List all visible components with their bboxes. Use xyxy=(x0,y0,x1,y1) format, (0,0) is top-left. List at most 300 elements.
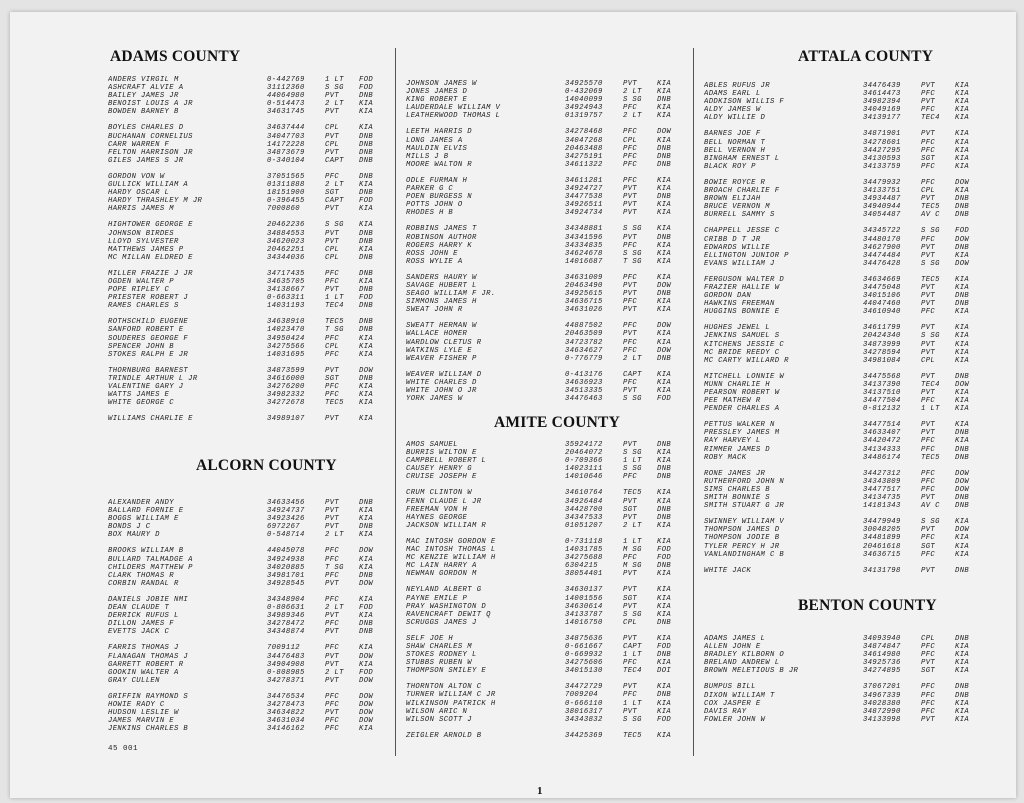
soldier-name: GRIFFIN RAYMOND S xyxy=(108,692,189,701)
status-code: KIA xyxy=(955,332,970,341)
status-code: DNB xyxy=(657,160,672,169)
status-code: DOW xyxy=(657,346,672,355)
roster-row xyxy=(406,330,696,338)
county-heading: ADAMS COUNTY xyxy=(110,48,241,65)
soldier-name: POPE RIPLEY C xyxy=(108,286,170,295)
serial-number: 34925736 xyxy=(863,659,901,668)
rank: PFC xyxy=(325,717,340,726)
serial-number: 34610764 xyxy=(565,489,603,498)
roster-row xyxy=(108,254,393,262)
serial-number: 34925615 xyxy=(565,290,603,299)
roster-group xyxy=(406,322,696,362)
serial-number: 6972267 xyxy=(267,523,300,532)
roster-row xyxy=(108,335,393,343)
soldier-name: THOMPSON JODIE B xyxy=(704,534,780,543)
roster-row xyxy=(406,700,696,708)
rank: TEC5 xyxy=(921,275,940,284)
soldier-name: ROSS WYLIE A xyxy=(406,257,463,266)
status-code: DNB xyxy=(359,523,374,532)
rank: PFC xyxy=(623,176,638,185)
roster-group xyxy=(704,130,994,170)
roster-row xyxy=(406,225,696,233)
rank: PVT xyxy=(921,292,936,301)
soldier-name: BELL VERNON H xyxy=(704,146,766,155)
soldier-name: BENOIST LOUIS A JR xyxy=(108,100,193,109)
soldier-name: JONES JAMES D xyxy=(406,88,468,97)
roster-row xyxy=(108,367,393,375)
serial-number: 34634669 xyxy=(863,275,901,284)
rank: PFC xyxy=(325,725,340,734)
rank: PVT xyxy=(921,130,936,139)
status-code: KIA xyxy=(657,104,672,113)
rank: 2 LT xyxy=(623,112,642,121)
status-code: KIA xyxy=(657,707,672,716)
status-code: KIA xyxy=(359,342,374,351)
rank: SGT xyxy=(921,154,936,163)
roster-row xyxy=(704,667,994,675)
roster-group xyxy=(704,179,994,219)
roster-row xyxy=(108,270,393,278)
status-code: KIA xyxy=(955,324,970,333)
soldier-name: ROBY MACK xyxy=(704,453,747,462)
rank: AV C xyxy=(921,211,940,220)
serial-number: 0-396455 xyxy=(267,197,305,206)
status-code: DNB xyxy=(359,156,374,165)
status-code: DOW xyxy=(359,676,374,685)
soldier-name: PETTUS WALKER N xyxy=(704,421,775,430)
status-code: DNB xyxy=(359,269,374,278)
county-heading: AMITE COUNTY xyxy=(494,414,620,431)
soldier-name: MC MILLAN ELDRED E xyxy=(108,253,193,262)
roster-row xyxy=(704,139,994,147)
serial-number: 34472729 xyxy=(565,683,603,692)
roster-row xyxy=(704,446,994,454)
serial-number: 34427312 xyxy=(863,469,901,478)
soldier-name: RAMES CHARLES S xyxy=(108,302,179,311)
serial-number: 20424340 xyxy=(863,332,901,341)
roster-row xyxy=(108,108,393,116)
soldier-name: SEAGO WILLIAM F JR. xyxy=(406,290,496,299)
status-code: KIA xyxy=(657,521,672,530)
status-code: KIA xyxy=(657,378,672,387)
rank: PFC xyxy=(921,699,936,708)
rank: PVT xyxy=(921,389,936,397)
soldier-name: SOUDERES GEORGE F xyxy=(108,334,189,343)
serial-number: 34480170 xyxy=(863,235,901,244)
status-code: FOD xyxy=(955,227,970,236)
status-code: KIA xyxy=(955,405,970,414)
status-code: FOD xyxy=(359,668,374,677)
serial-number: 34479949 xyxy=(863,518,901,527)
roster-row xyxy=(108,189,393,197)
rank: PVT xyxy=(921,243,936,252)
status-code: KIA xyxy=(955,542,970,551)
soldier-name: HUGHES JEWEL L xyxy=(704,324,770,333)
roster-row xyxy=(704,534,994,542)
rank: PVT xyxy=(325,148,340,157)
roster-row xyxy=(704,543,994,551)
rank: PVT xyxy=(921,300,936,309)
roster-group xyxy=(108,367,393,407)
soldier-name: BONDS J C xyxy=(108,523,151,532)
roster-row xyxy=(108,302,393,310)
soldier-name: BOGGS WILLIAM E xyxy=(108,515,179,524)
soldier-name: CARR WARREN F xyxy=(108,140,170,149)
status-code: KIA xyxy=(955,707,970,716)
roster-group xyxy=(108,221,393,261)
serial-number: 34636923 xyxy=(565,378,603,387)
serial-number: 34634822 xyxy=(267,709,305,718)
status-code: KIA xyxy=(359,725,374,734)
status-code: KIA xyxy=(359,415,374,424)
status-code: KIA xyxy=(657,338,672,347)
serial-number: 14031193 xyxy=(267,302,305,311)
soldier-name: YORK JAMES W xyxy=(406,395,463,404)
soldier-name: BURRIS WILTON E xyxy=(406,449,477,458)
roster-row xyxy=(406,387,696,395)
rank: S SG xyxy=(623,465,642,474)
soldier-name: JOHNSON JAMES W xyxy=(406,80,477,88)
rank: TEC5 xyxy=(325,399,344,408)
serial-number: 34873599 xyxy=(267,366,305,375)
rank: PVT xyxy=(623,306,638,315)
rank: PFC xyxy=(623,322,638,331)
rank: TEC5 xyxy=(623,489,642,498)
status-code: DNB xyxy=(955,195,970,204)
roster-row xyxy=(108,84,393,92)
serial-number: 0-776779 xyxy=(565,354,603,363)
soldier-name: BUCHANAN CORNELIUS xyxy=(108,132,193,141)
rank: S SG xyxy=(623,225,642,234)
serial-number: 34477517 xyxy=(863,485,901,494)
roster-row xyxy=(704,341,994,349)
rank: PFC xyxy=(623,378,638,387)
soldier-name: VANLANDINGHAM C B xyxy=(704,550,785,559)
soldier-name: GORDON VON W xyxy=(108,172,165,181)
rank: PVT xyxy=(325,366,340,375)
roster-block xyxy=(108,499,393,733)
serial-number: 34015106 xyxy=(863,292,901,301)
roster-row xyxy=(108,133,393,141)
status-code: KIA xyxy=(955,283,970,292)
serial-number: 7009112 xyxy=(267,644,300,653)
rank: 2 LT xyxy=(325,668,344,677)
status-code: KIA xyxy=(955,340,970,349)
status-code: DNB xyxy=(657,505,672,514)
status-code: DNB xyxy=(359,237,374,246)
roster-row xyxy=(704,567,994,575)
serial-number: 34348881 xyxy=(565,225,603,234)
rank: PVT xyxy=(623,193,638,202)
roster-row xyxy=(406,322,696,330)
rank: PFC xyxy=(623,160,638,169)
serial-number: 20463509 xyxy=(565,330,603,339)
rank: PFC xyxy=(325,172,340,181)
roster-row xyxy=(108,141,393,149)
serial-number: 34611799 xyxy=(863,324,901,333)
roster-row xyxy=(108,149,393,157)
serial-number: 34934487 xyxy=(863,195,901,204)
roster-row xyxy=(704,227,994,235)
roster-group xyxy=(108,124,393,164)
status-code: DNB xyxy=(359,286,374,295)
soldier-name: BRUCE VERNON M xyxy=(704,203,770,212)
status-code: DNB xyxy=(657,233,672,242)
soldier-name: HOWIE RADY C xyxy=(108,700,165,709)
serial-number: 34049169 xyxy=(863,106,901,115)
roster-row xyxy=(108,523,393,531)
soldier-name: GRAY CULLEN xyxy=(108,676,160,685)
rank: PVT xyxy=(623,387,638,395)
soldier-name: ROTHSCHILD EUGENE xyxy=(108,318,189,327)
soldier-name: SPENCER JOHN B xyxy=(108,342,174,351)
rank: 2 LT xyxy=(325,181,344,190)
roster-row xyxy=(108,709,393,717)
rank: PFC xyxy=(623,128,638,137)
serial-number: 34871901 xyxy=(863,130,901,139)
status-code: DNB xyxy=(955,211,970,220)
rank: PVT xyxy=(921,372,936,381)
soldier-name: MAC INTOSH THOMAS L xyxy=(406,546,496,555)
roster-row xyxy=(108,564,393,572)
rank: S SG xyxy=(623,449,642,458)
status-code: DNB xyxy=(955,691,970,700)
roster-group xyxy=(704,683,994,723)
roster-row xyxy=(704,244,994,252)
status-code: KIA xyxy=(657,497,672,506)
rank: PVT xyxy=(325,628,340,637)
roster-row xyxy=(704,179,994,187)
roster-row xyxy=(406,449,696,457)
serial-number: 34633456 xyxy=(267,499,305,507)
status-code: DNB xyxy=(955,502,970,511)
rank: S SG xyxy=(623,715,642,724)
serial-number: 34134333 xyxy=(863,445,901,454)
serial-number: 34278472 xyxy=(267,620,305,629)
roster-row xyxy=(108,399,393,407)
roster-row xyxy=(406,691,696,699)
soldier-name: JENKINS CHARLES B xyxy=(108,725,189,734)
serial-number: 34616000 xyxy=(267,374,305,383)
roster-group xyxy=(406,732,696,740)
roster-group xyxy=(406,177,696,217)
rank: CPL xyxy=(921,635,936,643)
roster-row xyxy=(406,651,696,659)
status-code: KIA xyxy=(657,457,672,466)
serial-number: 30048205 xyxy=(863,526,901,535)
status-code: DNB xyxy=(955,453,970,462)
serial-number: 34278594 xyxy=(863,348,901,357)
status-code: DOW xyxy=(359,692,374,701)
rank: CAPT xyxy=(623,642,642,651)
rank: PVT xyxy=(623,570,638,579)
column-divider xyxy=(395,48,396,756)
serial-number: 38016317 xyxy=(565,707,603,716)
serial-number: 34428700 xyxy=(565,505,603,514)
serial-number: 34620023 xyxy=(267,237,305,246)
status-code: DNB xyxy=(657,144,672,153)
status-code: DOW xyxy=(955,178,970,187)
serial-number: 34476428 xyxy=(863,259,901,268)
soldier-name: TYLER PERCY H JR xyxy=(704,542,780,551)
serial-number: 20461618 xyxy=(863,542,901,551)
roster-row xyxy=(704,716,994,724)
roster-row xyxy=(108,661,393,669)
status-code: KIA xyxy=(955,389,970,397)
page-number: 1 xyxy=(537,785,543,797)
soldier-name: BROWN MELETIOUS B JR xyxy=(704,667,799,676)
serial-number: 14010646 xyxy=(565,473,603,482)
soldier-name: AMOS SAMUEL xyxy=(406,441,458,449)
status-code: KIA xyxy=(955,106,970,115)
status-code: KIA xyxy=(955,98,970,107)
serial-number: 0-442769 xyxy=(267,76,305,84)
rank: CPL xyxy=(325,245,340,254)
roster-row xyxy=(406,465,696,473)
soldier-name: BARNES JOE F xyxy=(704,130,761,139)
soldier-name: WHITE GEORGE C xyxy=(108,399,174,408)
rank: PFC xyxy=(921,534,936,543)
status-code: KIA xyxy=(955,187,970,196)
rank: PVT xyxy=(325,108,340,117)
serial-number: 34477504 xyxy=(863,397,901,406)
roster-row xyxy=(108,383,393,391)
serial-number: 34924727 xyxy=(565,185,603,194)
soldier-name: THORNTON ALTON C xyxy=(406,683,482,692)
status-code: DNB xyxy=(359,140,374,149)
rank: PFC xyxy=(325,277,340,286)
rank: S SG xyxy=(921,227,940,236)
serial-number: 34924734 xyxy=(565,209,603,218)
roster-row xyxy=(704,300,994,308)
status-code: KIA xyxy=(955,114,970,123)
serial-number: 34133751 xyxy=(863,187,901,196)
roster-group xyxy=(108,270,393,310)
soldier-name: SHAW CHARLES M xyxy=(406,642,472,651)
rank: PVT xyxy=(325,612,340,621)
rank: PVT xyxy=(325,652,340,661)
status-code: DNB xyxy=(359,92,374,101)
soldier-name: JACKSON WILLIAM R xyxy=(406,521,487,530)
soldier-name: MILLER FRAZIE J JR xyxy=(108,269,193,278)
rank: PVT xyxy=(623,707,638,716)
serial-number: 44045078 xyxy=(267,547,305,556)
serial-number: 34989107 xyxy=(267,415,305,424)
serial-number: 34967339 xyxy=(863,691,901,700)
serial-number: 34481899 xyxy=(863,534,901,543)
roster-row xyxy=(704,147,994,155)
rank: PVT xyxy=(921,82,936,90)
soldier-name: SWEATT HERMAN W xyxy=(406,322,477,331)
status-code: KIA xyxy=(955,667,970,676)
roster-row xyxy=(108,343,393,351)
status-code: DNB xyxy=(359,374,374,383)
serial-number: 34477514 xyxy=(863,421,901,430)
status-code: DNB xyxy=(657,152,672,161)
status-code: DNB xyxy=(657,465,672,474)
status-code: DOW xyxy=(359,366,374,375)
soldier-name: CRIBB D T JR xyxy=(704,235,761,244)
rank: PVT xyxy=(325,92,340,101)
roster-row xyxy=(704,373,994,381)
rank: PFC xyxy=(325,620,340,629)
county-heading: ALCORN COUNTY xyxy=(196,457,337,474)
roster-row xyxy=(108,580,393,588)
rank: PVT xyxy=(325,132,340,141)
status-code: DNB xyxy=(657,618,672,627)
status-code: KIA xyxy=(657,634,672,643)
serial-number: 14023111 xyxy=(565,465,603,474)
serial-number: 14016750 xyxy=(565,618,603,627)
roster-row xyxy=(704,260,994,268)
serial-number: 0-432069 xyxy=(565,88,603,97)
soldier-name: DEAN CLAUDE T xyxy=(108,604,170,613)
rank: PVT xyxy=(921,283,936,292)
serial-number: 34348904 xyxy=(267,595,305,604)
status-code: DNB xyxy=(955,445,970,454)
rank: PFC xyxy=(921,106,936,115)
status-code: KIA xyxy=(359,205,374,214)
status-code: KIA xyxy=(955,154,970,163)
roster-row xyxy=(406,611,696,619)
roster-row xyxy=(108,391,393,399)
rank: PVT xyxy=(921,421,936,430)
rank: PVT xyxy=(623,209,638,218)
soldier-name: ALEXANDER ANDY xyxy=(108,499,174,507)
roster-row xyxy=(406,201,696,209)
serial-number: 6304215 xyxy=(565,562,598,571)
roster-row xyxy=(704,155,994,163)
rank: PFC xyxy=(623,104,638,113)
rank: PVT xyxy=(921,251,936,260)
roster-row xyxy=(108,725,393,733)
rank: CPL xyxy=(623,136,638,145)
serial-number: 14023470 xyxy=(267,326,305,335)
roster-row xyxy=(406,683,696,691)
roster-group xyxy=(704,518,994,558)
roster-row xyxy=(704,284,994,292)
rank: S SG xyxy=(921,518,940,527)
roster-block xyxy=(406,80,696,403)
rank: PFC xyxy=(623,659,638,668)
soldier-name: MITCHELL LONNIE W xyxy=(704,372,785,381)
soldier-name: HIGHTOWER GEORGE E xyxy=(108,221,193,230)
serial-number: 18151900 xyxy=(267,189,305,198)
soldier-name: STUBBS RUBEN W xyxy=(406,659,472,668)
rank: PFC xyxy=(623,152,638,161)
roster-row xyxy=(406,137,696,145)
roster-group xyxy=(704,324,994,364)
roster-row xyxy=(406,457,696,465)
roster-row xyxy=(108,173,393,181)
roster-row xyxy=(406,104,696,112)
status-code: DOW xyxy=(955,526,970,535)
serial-number: 34981701 xyxy=(267,571,305,580)
serial-number: 34133759 xyxy=(863,162,901,171)
roster-row xyxy=(406,282,696,290)
serial-number: 34137510 xyxy=(863,389,901,397)
soldier-name: NEWMAN GORDON M xyxy=(406,570,477,579)
serial-number: 34928545 xyxy=(267,579,305,588)
serial-number: 34015130 xyxy=(565,667,603,676)
status-code: DNB xyxy=(657,441,672,449)
serial-number: 0-413176 xyxy=(565,370,603,379)
roster-row xyxy=(108,76,393,84)
soldier-name: BROOKS WILLIAM B xyxy=(108,547,184,556)
serial-number: 34275606 xyxy=(565,659,603,668)
serial-number: 34028380 xyxy=(863,699,901,708)
serial-number: 34884553 xyxy=(267,229,305,238)
